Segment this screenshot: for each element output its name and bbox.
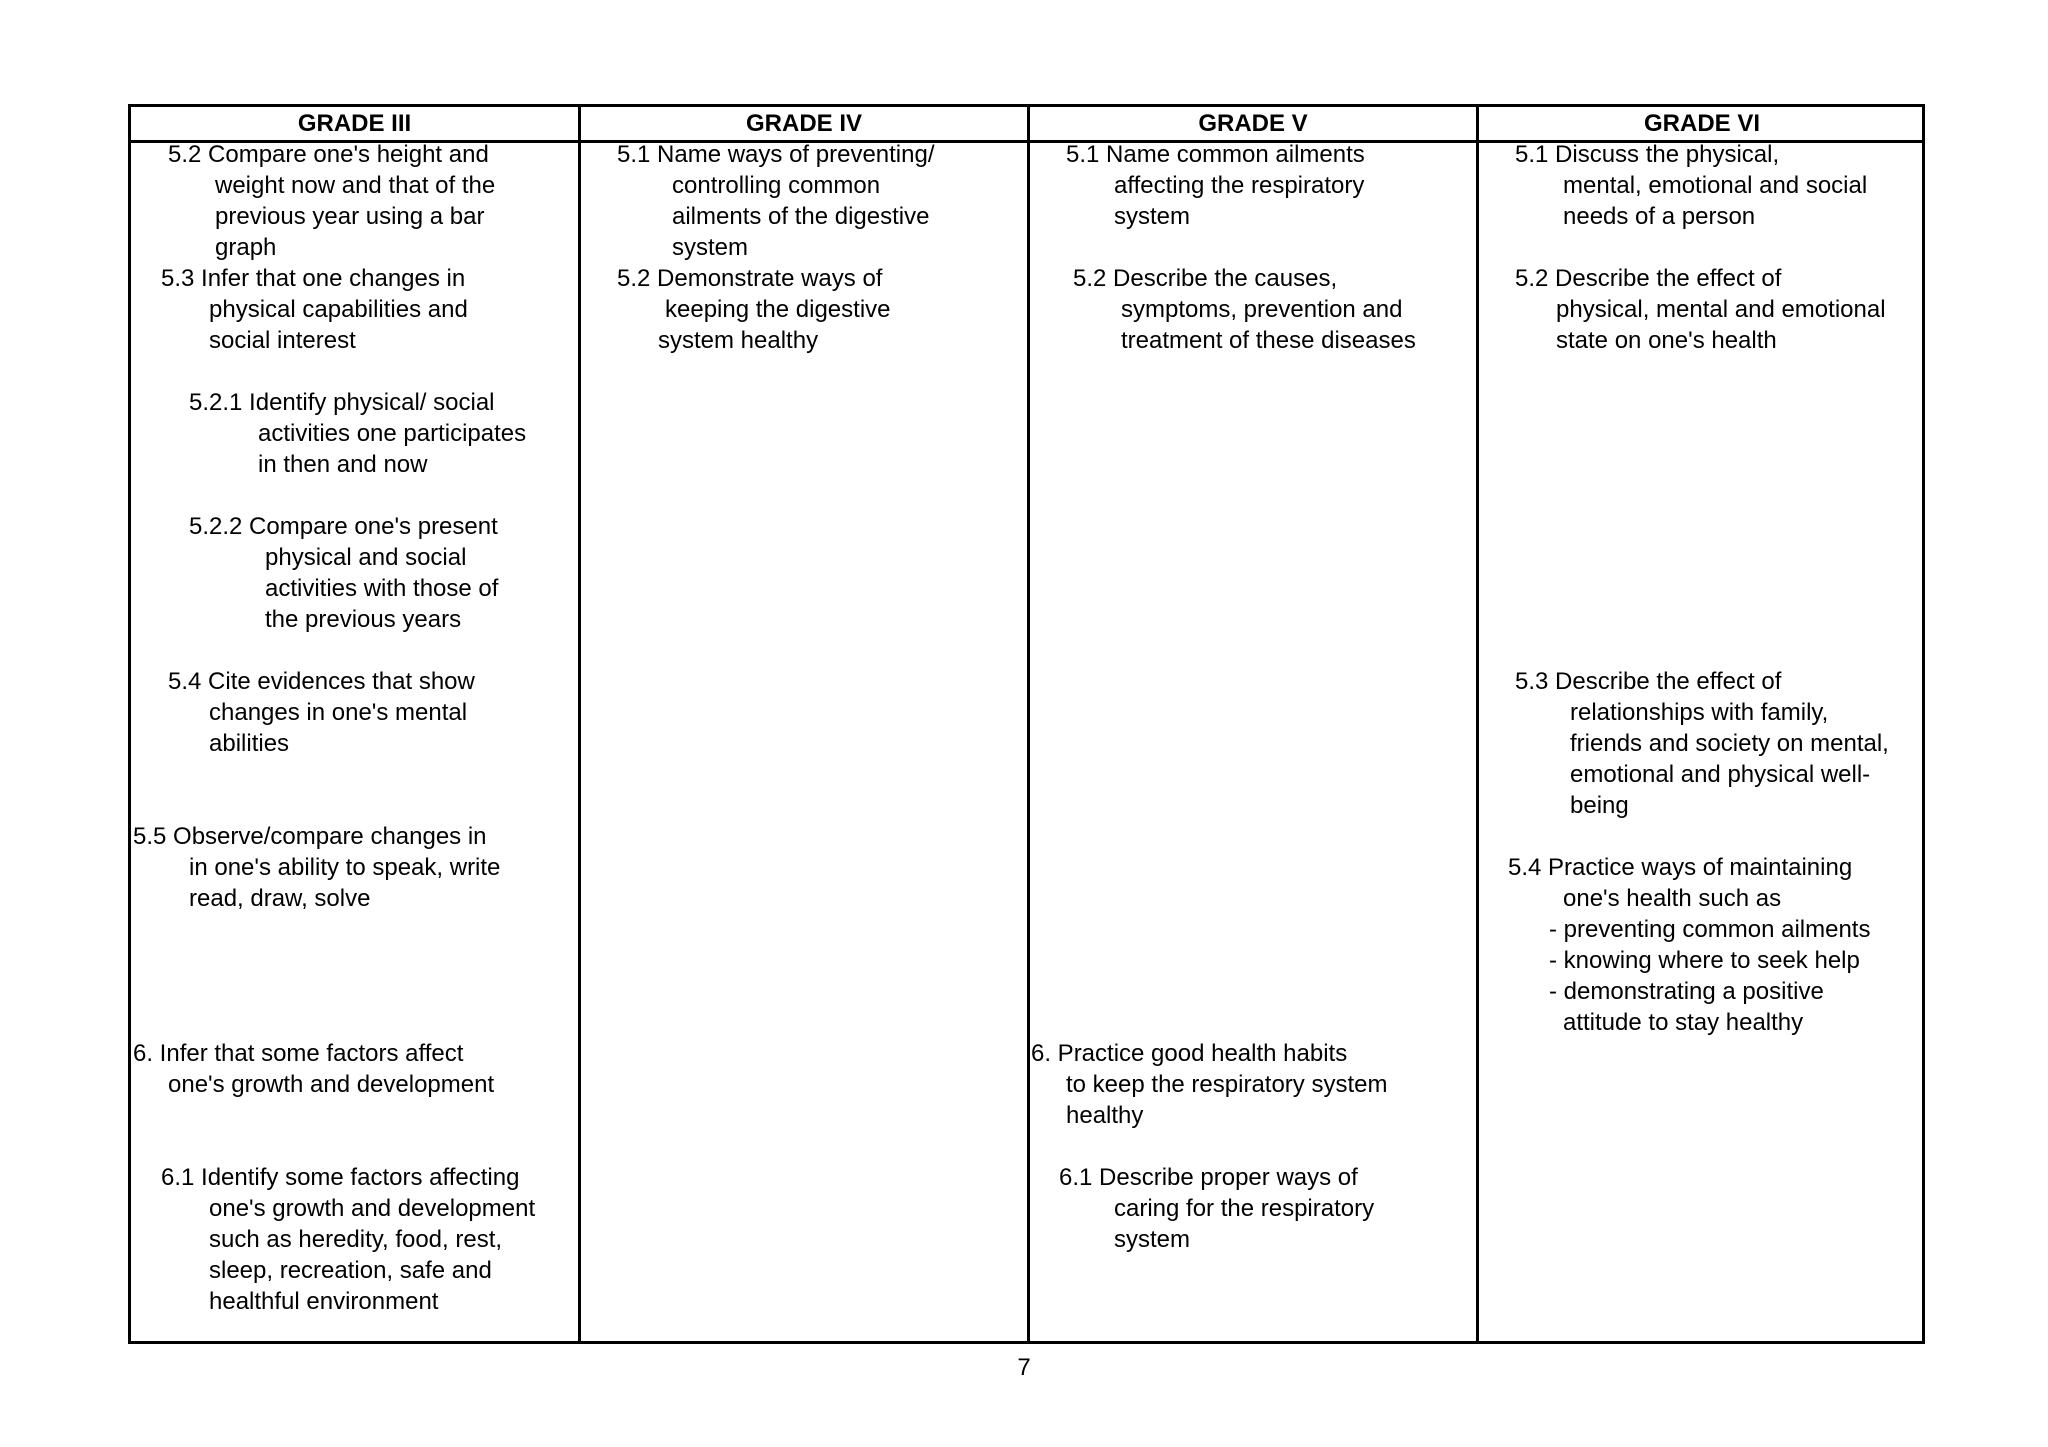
objective-text: one's growth and development xyxy=(209,1195,536,1222)
objective-text: controlling common xyxy=(672,172,881,199)
objective-text: being xyxy=(1570,792,1629,819)
objective-text: social interest xyxy=(209,327,356,354)
objective-text: 6. Infer that some factors affect xyxy=(133,1040,464,1067)
page-number: 7 xyxy=(1017,1354,1031,1381)
objective-text: mental, emotional and social xyxy=(1563,172,1868,199)
objective-text: one's growth and development xyxy=(168,1071,495,1098)
column-divider xyxy=(1027,107,1030,1341)
objective-text: 5.2.1 Identify physical/ social xyxy=(189,389,495,416)
objective-text: attitude to stay healthy xyxy=(1563,1009,1804,1036)
objective-text: 5.2 Describe the effect of xyxy=(1515,265,1782,292)
objective-text: changes in one's mental xyxy=(209,699,468,726)
objective-text: state on one's health xyxy=(1556,327,1777,354)
objective-text: read, draw, solve xyxy=(189,885,371,912)
objective-text: one's health such as xyxy=(1563,885,1782,912)
objective-text: 5.1 Name common ailments xyxy=(1066,141,1365,168)
header-grade-vi: GRADE VI xyxy=(1643,110,1760,137)
objective-text: abilities xyxy=(209,730,290,757)
objective-text: 5.2 Describe the causes, xyxy=(1073,265,1338,292)
objective-text: previous year using a bar xyxy=(215,203,485,230)
objective-text: 5.4 Practice ways of maintaining xyxy=(1508,854,1853,881)
objective-text: physical and social xyxy=(265,544,467,571)
objective-text: relationships with family, xyxy=(1570,699,1829,726)
objective-text: physical, mental and emotional xyxy=(1556,296,1886,323)
objective-text: 5.1 Name ways of preventing/ xyxy=(617,141,935,168)
objective-text: the previous years xyxy=(265,606,462,633)
objective-text: healthy xyxy=(1066,1102,1144,1129)
objective-text: system xyxy=(672,234,749,261)
objective-text: emotional and physical well- xyxy=(1570,761,1871,788)
objective-text: in then and now xyxy=(258,451,428,478)
objective-text: in one's ability to speak, write xyxy=(189,854,501,881)
objective-text: 5.2 Compare one's height and xyxy=(168,141,489,168)
objective-text: 5.2.2 Compare one's present xyxy=(189,513,498,540)
objective-text: - demonstrating a positive xyxy=(1549,978,1824,1005)
objective-text: healthful environment xyxy=(209,1288,439,1315)
objective-text: 5.2 Demonstrate ways of xyxy=(617,265,883,292)
column-divider xyxy=(1476,107,1479,1341)
objective-text: weight now and that of the xyxy=(215,172,496,199)
objective-text: system healthy xyxy=(658,327,819,354)
header-grade-iii: GRADE III xyxy=(297,110,412,137)
objective-text: - knowing where to seek help xyxy=(1549,947,1860,974)
objective-text: system xyxy=(1114,1226,1191,1253)
objective-text: 6.1 Identify some factors affecting xyxy=(161,1164,520,1191)
objective-text: physical capabilities and xyxy=(209,296,468,323)
column-divider xyxy=(578,107,581,1341)
objective-text: friends and society on mental, xyxy=(1570,730,1889,757)
objective-text: keeping the digestive xyxy=(665,296,891,323)
objective-text: sleep, recreation, safe and xyxy=(209,1257,492,1284)
objective-text: affecting the respiratory xyxy=(1114,172,1365,199)
objective-text: symptoms, prevention and xyxy=(1121,296,1403,323)
objective-text: 5.5 Observe/compare changes in xyxy=(133,823,487,850)
objective-text: 5.1 Discuss the physical, xyxy=(1515,141,1780,168)
objective-text: treatment of these diseases xyxy=(1121,327,1416,354)
header-grade-iv: GRADE IV xyxy=(745,110,862,137)
objective-text: needs of a person xyxy=(1563,203,1756,230)
objective-text: ailments of the digestive xyxy=(672,203,930,230)
objective-text: system xyxy=(1114,203,1191,230)
objective-text: such as heredity, food, rest, xyxy=(209,1226,503,1253)
objective-text: 5.3 Infer that one changes in xyxy=(161,265,466,292)
objective-text: caring for the respiratory xyxy=(1114,1195,1375,1222)
objective-text: graph xyxy=(215,234,277,261)
objective-text: 6. Practice good health habits xyxy=(1031,1040,1348,1067)
objective-text: 5.3 Describe the effect of xyxy=(1515,668,1782,695)
header-grade-v: GRADE V xyxy=(1198,110,1308,137)
objective-text: to keep the respiratory system xyxy=(1066,1071,1388,1098)
objective-text: 5.4 Cite evidences that show xyxy=(168,668,475,695)
objective-text: activities one participates xyxy=(258,420,527,447)
objective-text: - preventing common ailments xyxy=(1549,916,1871,943)
objective-text: activities with those of xyxy=(265,575,499,602)
objective-text: 6.1 Describe proper ways of xyxy=(1059,1164,1358,1191)
